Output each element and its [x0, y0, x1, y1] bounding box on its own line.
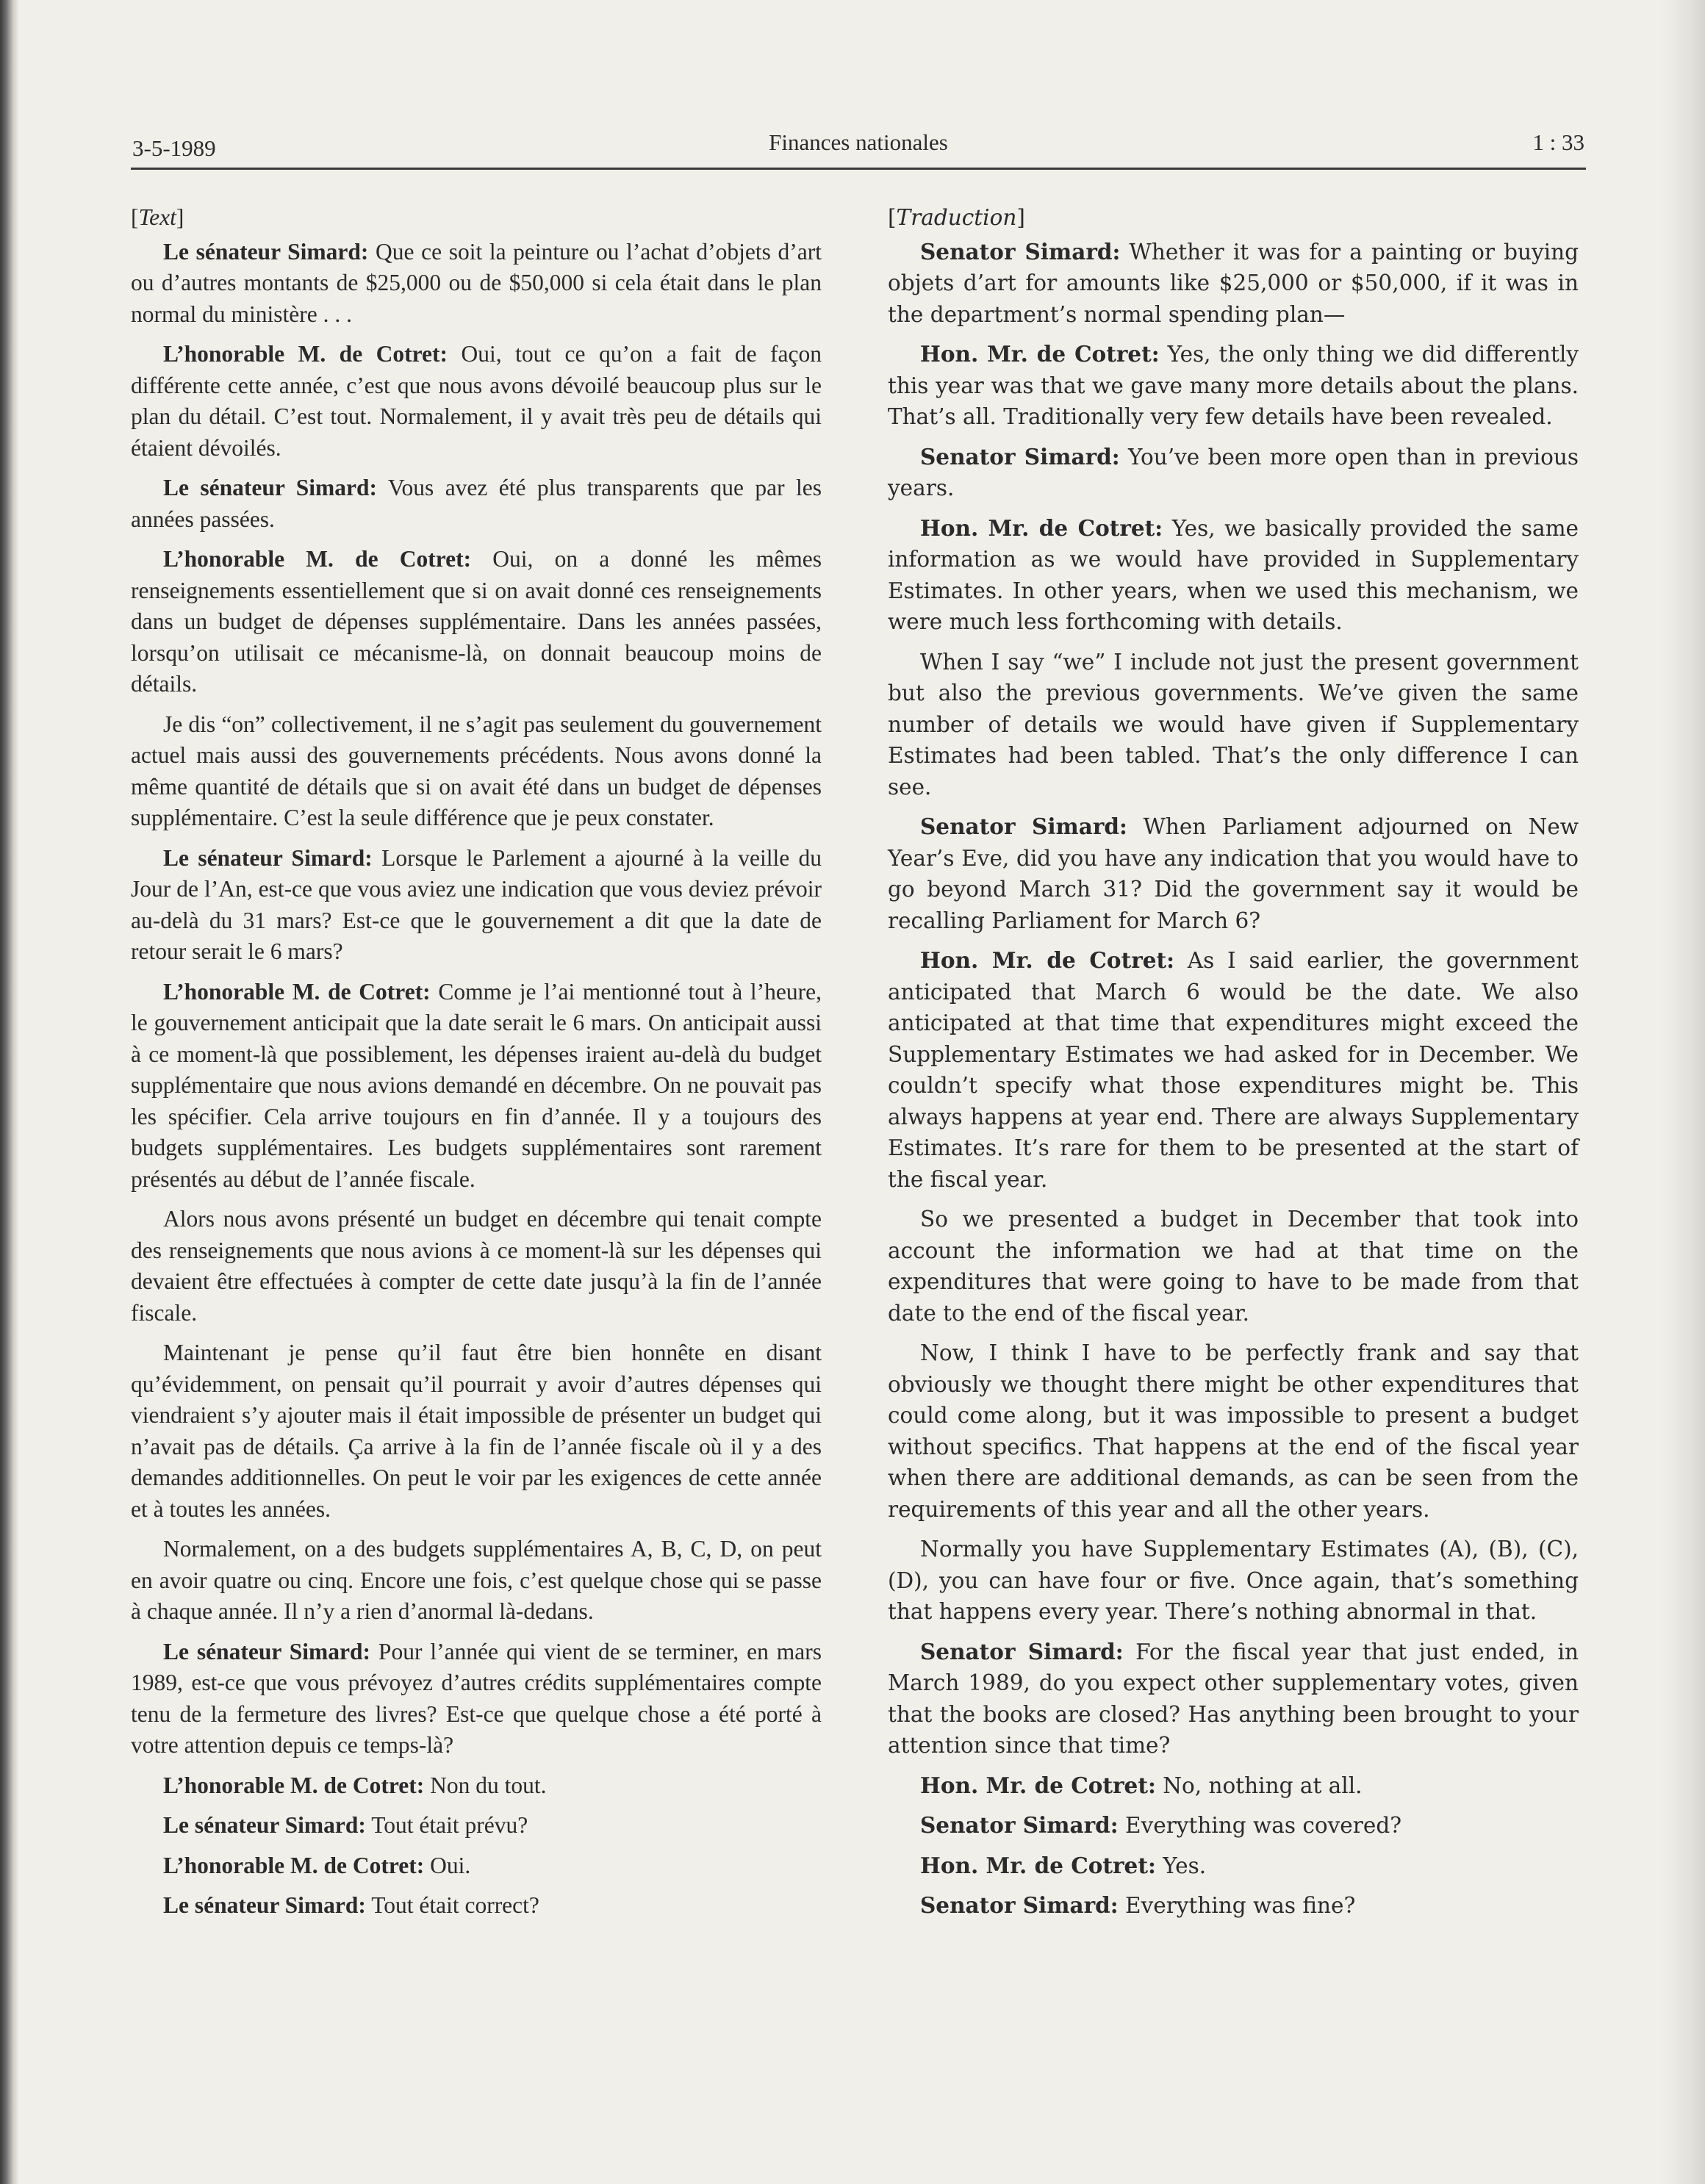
speech-text: Que ce soit la peinture ou l’achat d’objets d’art ou d’autres montants de $25,000 ou de $50,000 si cela était dans le plan normal du ministère . . .: [131, 238, 822, 327]
transcript-paragraph: [131, 1810, 822, 1842]
speaker-name: L’honorable M. de Cotret:: [163, 1772, 425, 1798]
speech-text: Tout était correct?: [365, 1892, 539, 1918]
speech-text: As I said earlier, the government anticipated that March 6 would be the date. We also anticipated at that time that expenditures might exceed the Supplementary Estimates we had asked for in December. We couldn’t specify what those expenditures might be. This always happens at year end. There are always Supplementary Estimates. It’s rare for them to be presented at the start of the fiscal year.: [888, 948, 1579, 1192]
transcript-paragraph: [888, 647, 1579, 803]
speech-text: Oui, tout ce qu’on a fait de façon différente cette année, c’est que nous avons dévoilé beaucoup plus sur le plan du détail. C’est tout. Normalement, il y avait très peu de détails qui étaient dévoilés.: [131, 341, 822, 461]
speech-text: Maintenant je pense qu’il faut être bien honnête en disant qu’évidemment, on pensait qu’il pourrait y avoir d’autres dépenses qui viendraient s’y ajouter mais il était impossible de présenter un budget qui n’avait pas de détails. Ça arrive à la fin de l’année fiscale où il y a des demandes additionnelles. On peut le voir par les exigences de cette année et à toutes les années.: [131, 1340, 822, 1522]
speaker-name: Senator Simard:: [920, 1892, 1119, 1918]
transcript-paragraph: [131, 1204, 822, 1329]
french-column: [131, 202, 822, 1930]
transcript-paragraph: [888, 513, 1579, 638]
transcript-paragraph: [131, 977, 822, 1196]
transcript-paragraph: [888, 1890, 1579, 1922]
speaker-name: Senator Simard:: [920, 1812, 1119, 1838]
speaker-name: Senator Simard:: [920, 238, 1121, 265]
speaker-name: L’honorable M. de Cotret:: [163, 546, 472, 572]
transcript-paragraph: [888, 237, 1579, 331]
speech-text: You’ve been more open than in previous years.: [888, 444, 1579, 500]
speaker-name: Hon. Mr. de Cotret:: [920, 1852, 1156, 1878]
page-binding-shadow: [0, 0, 19, 2184]
transcript-paragraph: [131, 709, 822, 834]
speaker-name: L’honorable M. de Cotret:: [163, 1852, 425, 1878]
speech-text: So we presented a budget in December that took into account the information we had at that time on the expenditures that were going to have to be made from that date to the end of the fiscal year.: [888, 1207, 1579, 1326]
transcript-paragraph: [888, 811, 1579, 936]
speech-text: Everything was covered?: [1118, 1813, 1402, 1838]
transcript-paragraph: [131, 544, 822, 700]
speech-text: Whether it was for a painting or buying objets d’art for amounts like $25,000 or $50,000, if it was in the department’s normal spending plan—: [888, 239, 1579, 327]
speaker-name: Hon. Mr. de Cotret:: [920, 947, 1175, 973]
section-marker-word: Traduction: [896, 205, 1017, 230]
transcript-paragraph: [888, 442, 1579, 504]
speaker-name: Hon. Mr. de Cotret:: [920, 341, 1160, 367]
speaker-name: Senator Simard:: [920, 443, 1120, 470]
speaker-name: Le sénateur Simard:: [163, 844, 373, 871]
transcript-paragraph: [131, 1850, 822, 1882]
transcript-paragraph: [888, 339, 1579, 433]
transcript-paragraph: [131, 843, 822, 968]
speaker-name: Hon. Mr. de Cotret:: [920, 514, 1163, 541]
header-page-number: 1 : 33: [1532, 129, 1584, 155]
page-edge-shadow: [1661, 0, 1705, 2184]
header-date: 3-5-1989: [132, 135, 216, 161]
speech-text: Now, I think I have to be perfectly frank and say that obviously we thought there might be other expenditures that could come along, but it was impossible to present a budget without specifics. That happens at the end of the fiscal year when there are additional demands, as can be seen from the requirements of this year and all the other years.: [888, 1340, 1579, 1522]
speech-text: Oui, on a donné les mêmes renseignements essentiellement que si on avait donné ces renseignements dans un budget de dépenses supplémentaire. Dans les années passées, lorsqu’on utilisait ce mécanisme-là, on donnait beaucoup moins de détails.: [131, 546, 822, 697]
speech-text: Alors nous avons présenté un budget en décembre qui tenait compte des renseignements que nous avions à ce moment-là sur les dépenses qui devaient être effectuées à compter de cette date jusqu’à la fin de l’année fiscale.: [131, 1206, 822, 1326]
transcript-paragraph: [888, 1770, 1579, 1802]
speech-text: Lorsque le Parlement a ajourné à la veille du Jour de l’An, est-ce que vous aviez une indication que vous deviez prévoir au-delà du 31 mars? Est-ce que le gouvernement a dit que la date de retour serait le 6 mars?: [131, 844, 822, 964]
english-column: [888, 202, 1579, 1930]
speaker-name: Le sénateur Simard:: [163, 238, 369, 265]
header-title: Finances nationales: [769, 129, 948, 155]
speech-text: Oui.: [424, 1852, 471, 1878]
speaker-name: Senator Simard:: [920, 813, 1127, 839]
transcript-paragraph: [131, 339, 822, 464]
transcript-paragraph: [888, 1204, 1579, 1329]
speech-text: Everything was fine?: [1118, 1893, 1356, 1918]
speech-text: When Parliament adjourned on New Year’s Eve, did you have any indication that you would have to go beyond March 31? Did the government say it would be recalling Parliament for March 6?: [888, 814, 1579, 933]
speech-text: When I say “we” I include not just the present government but also the previous governments. We’ve given the same number of details we would have given if Supplementary Estimates had been tabled. That’s the only difference I can see.: [888, 649, 1579, 800]
section-marker: [Traduction]: [888, 205, 1025, 230]
speech-text: Non du tout.: [424, 1772, 547, 1798]
speech-text: Tout était prévu?: [365, 1812, 528, 1838]
speaker-name: Le sénateur Simard:: [163, 1638, 370, 1664]
speech-text: For the fiscal year that just ended, in March 1989, do you expect other supplementary votes, given that the books are closed? Has anything been brought to your attention since that time?: [888, 1639, 1579, 1758]
section-marker-word: Text: [138, 204, 176, 230]
speech-text: Yes, we basically provided the same information as we would have provided in Supplementary Estimates. In other years, when we used this mechanism, we were much less forthcoming with details.: [888, 515, 1579, 634]
speaker-name: Hon. Mr. de Cotret:: [920, 1772, 1156, 1798]
speech-text: Yes, the only thing we did differently this year was that we gave many more details about the plans. That’s all. Traditionally very few details have been revealed.: [888, 342, 1579, 429]
speaker-name: Le sénateur Simard:: [163, 1812, 366, 1838]
transcript-paragraph: [131, 1890, 822, 1922]
speech-text: No, nothing at all.: [1155, 1772, 1363, 1798]
speech-text: Je dis “on” collectivement, il ne s’agit pas seulement du gouvernement actuel mais aussi des gouvernements précédents. Nous avons donné la même quantité de détails que si on avait été dans un budget de dépenses supplémentaire. C’est la seule différence que je peux constater.: [131, 711, 822, 830]
speaker-name: Senator Simard:: [920, 1638, 1124, 1664]
transcript-paragraph: [888, 945, 1579, 1195]
transcript-paragraph: [888, 1337, 1579, 1525]
transcript-paragraph: [888, 1810, 1579, 1842]
speech-text: Yes.: [1155, 1853, 1207, 1878]
header-rule: [131, 168, 1586, 170]
speech-text: Vous avez été plus transparents que par les années passées.: [131, 475, 822, 532]
transcript-paragraph: [131, 473, 822, 535]
speech-text: Comme je l’ai mentionné tout à l’heure, le gouvernement anticipait que la date serait le 6 mars. On anticipait aussi à ce moment-là que possiblement, les dépenses iraient au-delà du budget supplémentaire que nous avions demandé en décembre. On ne pouvait pas les spécifier. Cela arrive toujours en fin d’année. Il y a toujours des budgets supplémentaires. Les budgets supplémentaires sont rarement présentés au début de l’année fiscale.: [131, 978, 822, 1192]
speaker-name: L’honorable M. de Cotret:: [163, 978, 431, 1005]
transcript-paragraph: [131, 1770, 822, 1802]
speaker-name: Le sénateur Simard:: [163, 1892, 366, 1918]
page-header: [132, 129, 1584, 166]
transcript-paragraph: [888, 1534, 1579, 1628]
speaker-name: Le sénateur Simard:: [163, 475, 377, 500]
transcript-paragraph: [131, 1637, 822, 1761]
transcript-paragraph: [888, 1850, 1579, 1882]
speech-text: Pour l’année qui vient de se terminer, en mars 1989, est-ce que vous prévoyez d’autres crédits supplémentaires compte tenu de la fermeture des livres? Est-ce que quelque chose a été porté à votre attention depuis ce temps-là?: [131, 1638, 822, 1758]
section-marker: [Text]: [131, 204, 184, 230]
speech-text: Normally you have Supplementary Estimates (A), (B), (C), (D), you can have four or five. Once again, that’s something that happens every year. There’s nothing abnormal in that.: [888, 1537, 1579, 1624]
transcript-paragraph: [131, 237, 822, 331]
speaker-name: L’honorable M. de Cotret:: [163, 341, 448, 367]
transcript-paragraph: [888, 1637, 1579, 1761]
transcript-paragraph: [131, 1534, 822, 1628]
speech-text: Normalement, on a des budgets supplémentaires A, B, C, D, on peut en avoir quatre ou cinq. Encore une fois, c’est quelque chose qui se passe à chaque année. Il n’y a rien d’anormal là-dedans.: [131, 1536, 822, 1624]
transcript-paragraph: [131, 1337, 822, 1525]
